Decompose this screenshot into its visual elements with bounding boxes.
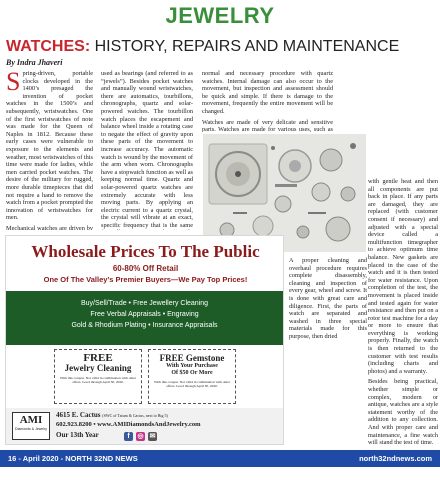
coupon-fine-print: With this coupon. Not valid in combination with other offers. Good through April 30, 2020. [60, 376, 136, 384]
footer-page-info: 16 - April 2020 - NORTH 32ND NEWS [8, 454, 138, 463]
headline [6, 38, 438, 56]
ad-anniversary: Our 13th Year [56, 431, 99, 439]
ad-service-line: Gold & Rhodium Plating • Insurance Appraisals [71, 322, 218, 329]
ami-logo [12, 412, 50, 440]
article-paragraph: A proper cleaning and overhaul procedure requires complete disassembly, cleaning and inspection of every gear, wheel and screw. It is done with great care and diligence. First, the parts of watch are separated and washed in three special materials made for this purpose, then dried [289, 257, 367, 340]
logo-subtitle: Diamonds & Jewelry [15, 427, 47, 431]
article-column-4 [368, 178, 438, 446]
advertisement [5, 235, 284, 445]
coupon-title: FREE Gemstone [159, 353, 225, 363]
article-paragraph: with gentle heat and then all components are put back in place. If any parts are damaged, they are replaced (with customer consent if necessary) and adjusted with a special device called a multifunction timegrapher to achieve optimum time balance. New gaskets are placed in the case of the watch and it is then tested for water resistance. Upon completion of the test, the movement is placed inside and tested again for water resistance and then put on a rotor test machine for a day or more to ensure that everything is working properly. Finally, the watch is then returned to the customer with test results (including charts and photos) and a warranty. [368, 178, 438, 375]
article-column-1 [6, 70, 93, 230]
footer-website: north32ndnews.com [359, 454, 432, 463]
coupon-line: Of $50 Or More [171, 370, 213, 376]
article-column-2 [101, 70, 193, 230]
section-title: JEWELRY [165, 3, 275, 28]
coupon-title: Jewelry Cleaning [64, 363, 132, 373]
ad-service-line: Buy/Sell/Trade • Free Jewellery Cleaning [80, 300, 209, 307]
ad-address-note: (SWC of Tatum & Cactus, next to Big 5) [102, 413, 168, 418]
ad-phone-website: 602.923.8200 • www.AMIDiamondsAndJewelry.com [56, 421, 201, 428]
coupon-fine-print: With this coupon. Not valid in combination with other offers. Good through April 30, 2020. [154, 380, 230, 388]
page-footer [0, 450, 440, 467]
drop-cap: S [6, 70, 21, 96]
ad-service-line: Free Verbal Appraisals • Engraving [90, 311, 199, 318]
instagram-icon[interactable]: ◎ [137, 433, 144, 440]
ad-address: 4615 E. Cactus (SWC of Tatum & Cactus, next to Big 5) [56, 411, 168, 419]
ad-title: Wholesale Prices To The Public [31, 242, 260, 261]
ad-discount: 60-80% Off Retail [112, 264, 179, 273]
facebook-icon[interactable]: f [124, 432, 133, 441]
headline-rest: HISTORY, REPAIRS AND MAINTENANCE [90, 38, 400, 55]
headline-highlight: WATCHES: [6, 38, 91, 55]
email-icon[interactable]: ✉ [149, 433, 156, 440]
logo-mark: AMI [19, 414, 43, 426]
coupon-free-label: FREE [83, 352, 113, 364]
ad-footer [6, 408, 283, 444]
article-column-3-continued [289, 257, 367, 445]
byline: By Indra Jhaveri [6, 58, 63, 67]
ad-subtitle: One Of The Valley’s Premier Buyers—We Pay Top Prices! [43, 275, 248, 284]
coupon-cleaning [54, 349, 142, 404]
article-paragraph: used as bearings (and referred to as “jewels”). Besides pocket watches and manually wound wristwatches, there are automatics, tourbillons, chronographs, quartz and solar-powered watches. The tourbillon watch places the escapement and balance wheel inside a rotating case to negate the effect of gravity upon these parts of the movement to increase accuracy. The automatic watch is wound by the movement of the arm when worn. Chronographs have a stopwatch function as well as keeping normal time. Quartz and solar-powered quartz watches are extremely accurate with less moving parts. By applying an electric current to a quartz crystal, the crystal will vibrate at an exact, specific frequency that is the same [101, 70, 193, 229]
article-paragraph: Watches are made of very delicate and sensitive parts. Watches are made for various uses, such as [202, 118, 333, 132]
ad-services-band [6, 291, 283, 345]
article-paragraph: normal and necessary procedure with quartz watches. Internal damage can also occur to the movement, but inspection and assessment should be quick and simple. If there is damage to the movement, frequently the entire movement will be changed. [202, 70, 333, 115]
article-paragraph: Besides being practical, whether simple or complex, modern or antique, watches are a style statement worthy of the addition to any collection. And with proper care and maintenance, a fine watch will stand the test of time. [368, 378, 438, 446]
coupon-gemstone [148, 349, 236, 404]
coupon-line: With Your Purchase [166, 363, 218, 369]
article-paragraph: Spring-driven, portable clocks developed in the 1400’s presaged the invention of pocket watches in the 1500’s and subsequently, wristwatches. One of the first wristwatches of note was made for the Queen of Naples in 1812. Because these early cases were vulnerable to exposure to the elements and weather, most wristwatches of this time were made for ladies, while men carried pocket watches. The desire of the military for rugged, more durable timepieces that did not require a hand to remove the watch from a pocket prompted the innovation of wristwatches for men. [6, 70, 93, 222]
article-paragraph: Mechanical watches are driven by [6, 224, 93, 230]
article-column-3 [202, 70, 333, 132]
